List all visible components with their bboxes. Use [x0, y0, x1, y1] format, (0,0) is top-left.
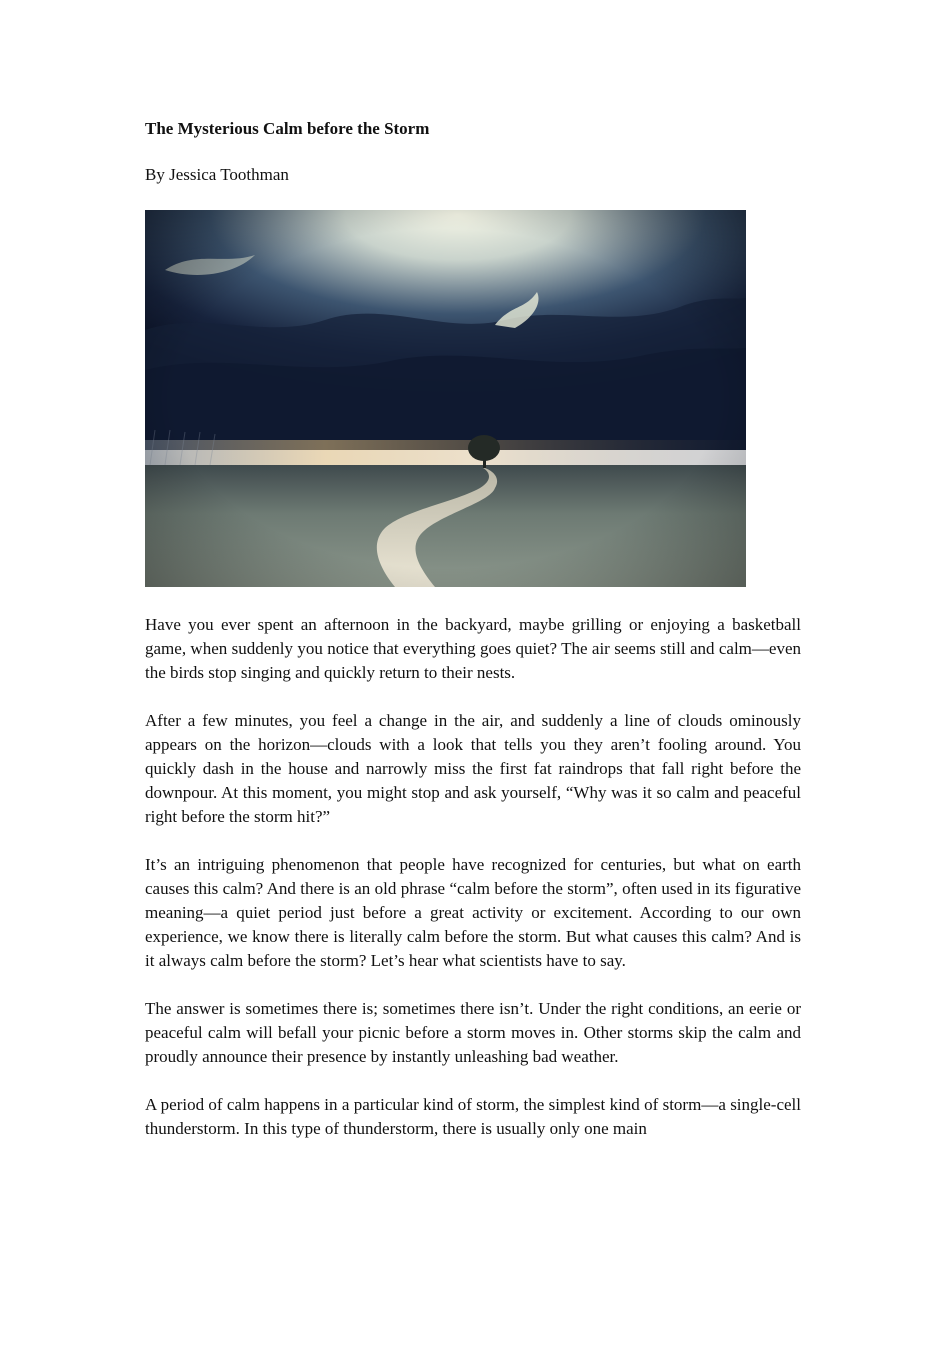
article-title: The Mysterious Calm before the Storm: [145, 119, 430, 138]
paragraph-5: A period of calm happens in a particular kind of storm, the simplest kind of storm—a single-cell thunderstorm. In this type of thunderstorm, there is usually only one main: [145, 1095, 801, 1138]
paragraph-1: Have you ever spent an afternoon in the backyard, maybe grilling or enjoying a basketball game, when suddenly you notice that everything goes quiet? The air seems still and calm—even the birds stop singing and quickly return to their nests.: [145, 615, 801, 682]
storm-landscape-illustration: [145, 210, 746, 587]
storm-landscape-image: [145, 210, 746, 587]
paragraph-2: After a few minutes, you feel a change in the air, and suddenly a line of clouds ominously appears on the horizon—clouds with a look that tells you they aren’t fooling around. You quickly dash in the house and narrowly miss the first fat raindrops that fall right before the downpour. At this moment, you might stop and ask yourself, “Why was it so calm and peaceful right before the storm hit?”: [145, 711, 801, 826]
article-body: [145, 613, 801, 1141]
paragraph-4: The answer is sometimes there is; sometimes there isn’t. Under the right conditions, an eerie or peaceful calm will befall your picnic before a storm moves in. Other storms skip the calm and proudly announce their presence by instantly unleashing bad weather.: [145, 999, 801, 1066]
document-page: [145, 118, 801, 1141]
paragraph-3: It’s an intriguing phenomenon that people have recognized for centuries, but what on earth causes this calm? And there is an old phrase “calm before the storm”, often used in its figurative meaning—a quiet period just before a great activity or excitement. According to our own experience, we know there is literally calm before the storm. But what causes this calm? And is it always calm before the storm? Let’s hear what scientists have to say.: [145, 855, 801, 970]
article-byline: By Jessica Toothman: [145, 165, 289, 184]
